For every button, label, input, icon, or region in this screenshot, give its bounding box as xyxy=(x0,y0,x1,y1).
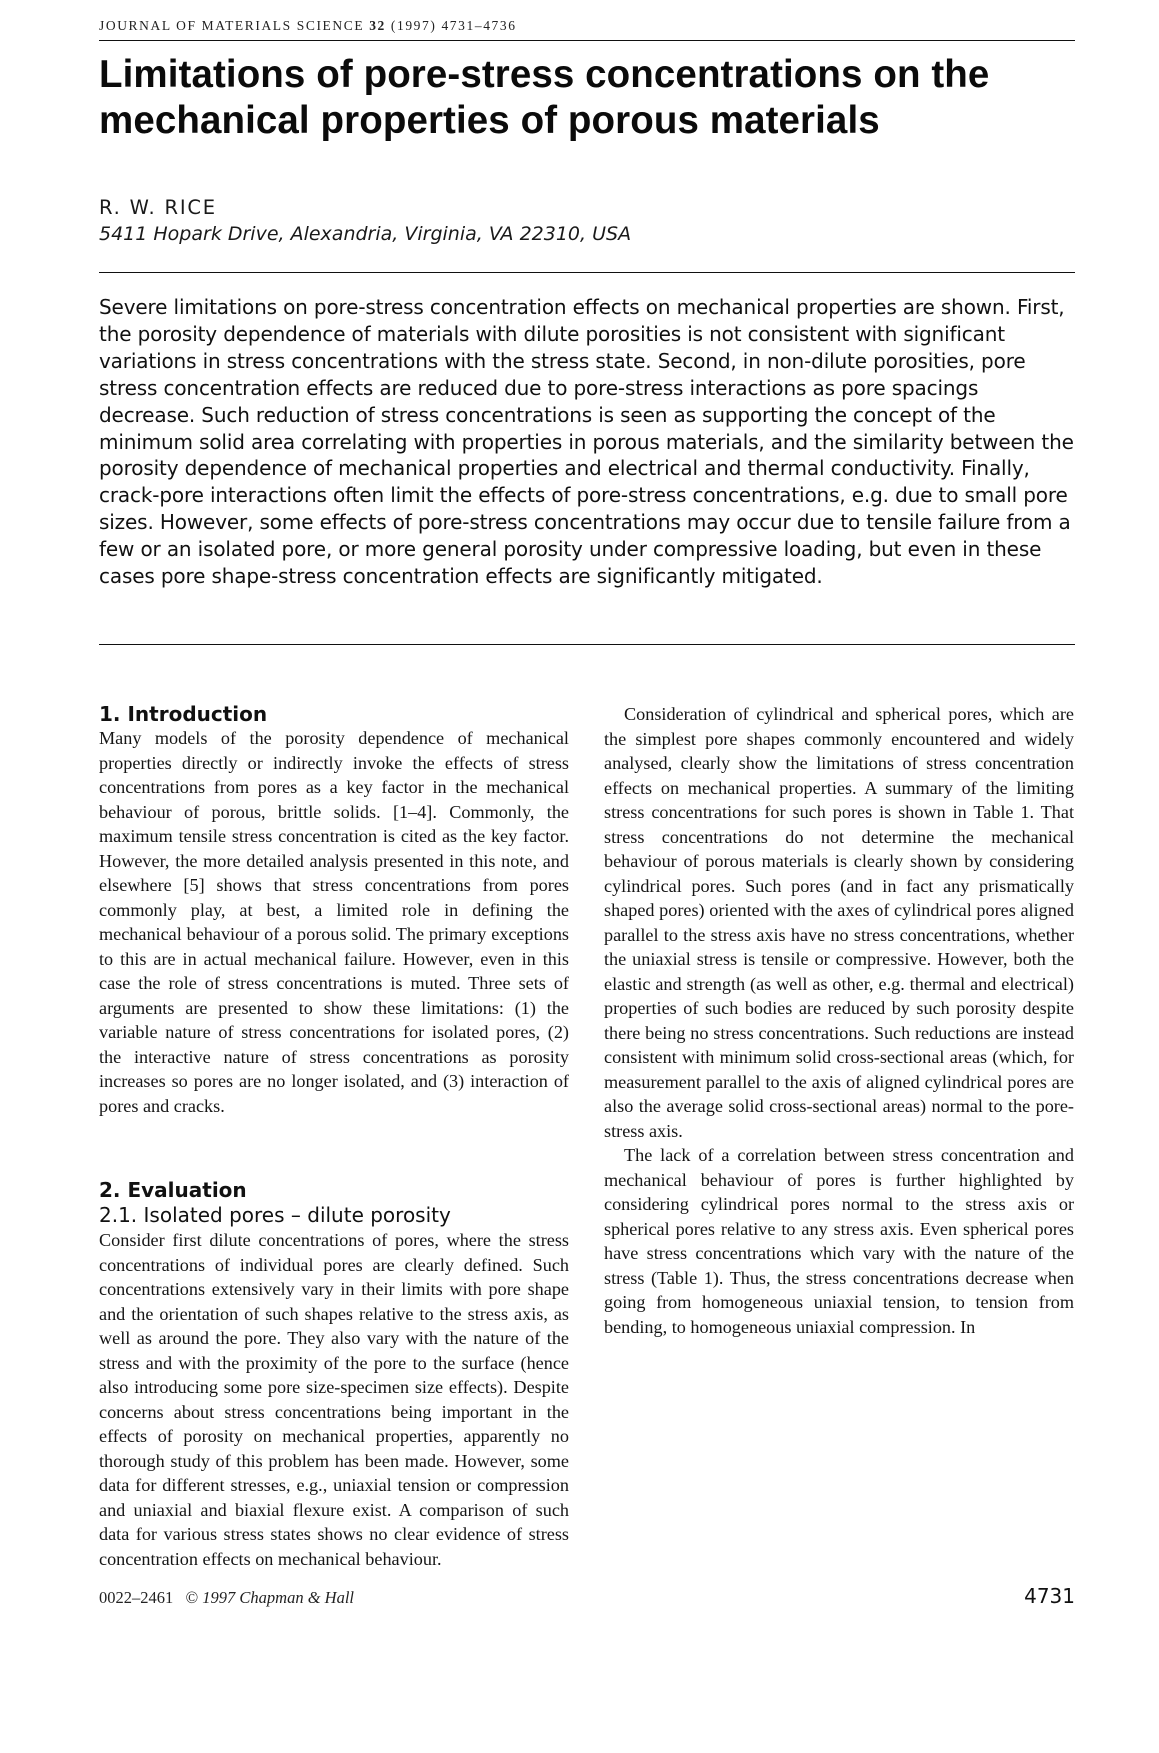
section-heading-introduction: 1. Introduction xyxy=(99,702,268,726)
paragraph-introduction: Many models of the porosity dependence of mechanical properties directly or indirectly invoke the effects of stress concentrations from pores as a key factor in the mechanical behaviour of porous, brittle solids. [1–4]. Commonly, the maximum tensile stress concentration is cited as the key factor. However, the more detailed analysis presented in this note, and elsewhere [5] shows that stress concentrations from pores commonly play, at best, a limited role in defining the mechanical behaviour of a porous solid. The primary exceptions to this are in actual mechanical failure. However, even in this case the role of stress concentrations is muted. Three sets of arguments are presented to show these limitations: (1) the variable nature of stress concentrations for isolated pores, (2) the interactive nature of stress concentrations as porosity increases so pores are no longer isolated, and (3) interaction of pores and cracks. xyxy=(99,728,569,1116)
journal-year-pages: (1997) 4731–4736 xyxy=(390,18,517,33)
running-head xyxy=(99,18,1059,34)
title-line-1: Limitations of pore-stress concentrations on the xyxy=(99,53,990,96)
article-title xyxy=(99,52,1089,144)
section-spacer xyxy=(99,1118,569,1178)
abstract: Severe limitations on pore-stress concentration effects on mechanical properties are shown. First, the porosity dependence of materials with dilute porosities is not consistent with significant variations in stress concentrations with the stress state. Second, in non-dilute porosities, pore stress concentration effects are reduced due to pore-stress interactions as pore spacings decrease. Such reduction of stress concentrations is seen as supporting the concept of the minimum solid area correlating with properties in porous materials, and the similarity between the porosity dependence of mechanical properties and electrical and thermal conductivity. Finally, crack-pore interactions often limit the effects of pore-stress concentrations, e.g. due to small pore sizes. However, some effects of pore-stress concentrations may occur due to tensile failure from a few or an isolated pore, or more general porosity under compressive loading, but even in these cases pore shape-stress concentration effects are significantly mitigated. xyxy=(99,295,1074,589)
abstract-bottom-rule xyxy=(99,644,1075,645)
header-rule xyxy=(99,40,1075,41)
title-line-2: mechanical properties of porous materials xyxy=(99,99,880,142)
copyright-symbol: © xyxy=(185,1588,199,1607)
paragraph-isolated-pores-2: Consideration of cylindrical and spherical pores, which are the simplest pore shapes commonly encountered and widely analysed, clearly show the limitations of stress concentration effects on mechanical properties. A summary of the limiting stress concentrations for such pores is shown in Table 1. That stress concentrations do not determine the mechanical behaviour of porous materials is clearly shown by considering cylindrical pores. Such pores (and in fact any prismatically shaped pores) oriented with the axes of cylindrical pores aligned parallel to the stress axis have no stress concentrations, whether the uniaxial stress is tensile or compressive. However, both the elastic and strength (as well as other, e.g. thermal and electrical) properties of such bodies are reduced by such porosity despite there being no stress concentrations. Such reductions are instead consistent with minimum solid cross-sectional areas (which, for measurement parallel to the axis of aligned cylindrical pores are also the average solid cross-sectional areas) normal to the pore-stress axis. xyxy=(604,704,1074,1141)
journal-volume: 32 xyxy=(369,18,386,33)
author-name: R. W. RICE xyxy=(99,196,217,219)
footer-publisher: 1997 Chapman & Hall xyxy=(202,1588,355,1607)
paragraph-isolated-pores-3: The lack of a correlation between stress concentration and mechanical behaviour of pores is further highlighted by considering cylindrical pores normal to the stress axis or spherical pores relative to any stress axis. Even spherical pores have stress concentrations which vary with the nature of the stress (Table 1). Thus, the stress concentrations decrease when going from homogeneous uniaxial tension, to tension from bending, to homogeneous uniaxial compression. In xyxy=(604,1145,1074,1337)
body-column-right xyxy=(604,702,1074,1339)
page-number: 4731 xyxy=(1024,1584,1075,1608)
subsection-heading-isolated-pores: 2.1. Isolated pores – dilute porosity xyxy=(99,1203,451,1227)
abstract-top-rule xyxy=(99,272,1075,273)
paragraph-isolated-pores-1: Consider first dilute concentrations of pores, where the stress concentrations of individual pores are clearly defined. Such concentrations extensively vary in their limits with pore shape and the orientation of such shapes relative to the stress axis, as well as around the pore. They also vary with the nature of the stress and with the proximity of the pore to the surface (hence also introducing some pore size-specimen size effects). Despite concerns about stress concentrations being important in the effects of porosity on mechanical properties, apparently no thorough study of this problem has been made. However, some data for different stresses, e.g., uniaxial tension or compression and uniaxial and biaxial flexure exist. A comparison of such data for various stress states shows no clear evidence of stress concentration effects on mechanical behaviour. xyxy=(99,1230,569,1569)
footer-issn: 0022–2461 xyxy=(99,1588,174,1607)
journal-name: JOURNAL OF MATERIALS SCIENCE xyxy=(99,18,365,33)
section-heading-evaluation: 2. Evaluation xyxy=(99,1178,247,1202)
footer-copyright xyxy=(99,1588,354,1608)
author-affiliation: 5411 Hopark Drive, Alexandria, Virginia, VA 22310, USA xyxy=(99,223,632,245)
body-column-left xyxy=(99,702,569,1571)
